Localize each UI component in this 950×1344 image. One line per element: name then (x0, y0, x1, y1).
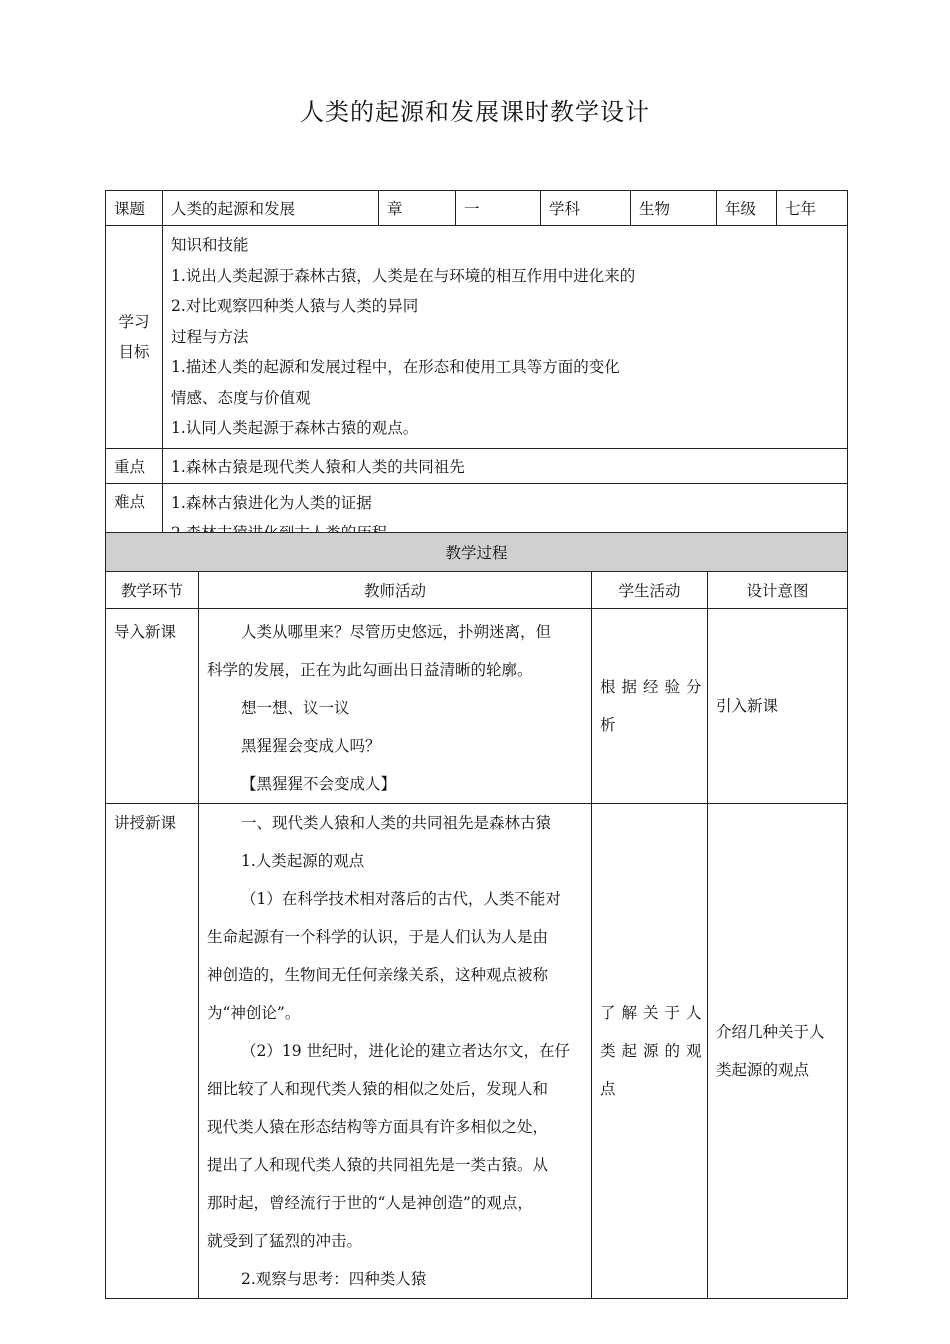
teacher-line: 2.观察与思考：四种类人猿 (241, 1270, 427, 1288)
goal-line: 1.说出人类起源于森林古猿，人类是在与环境的相互作用中进化来的 (171, 266, 636, 285)
stage-label: 讲授新课 (114, 814, 177, 832)
student-line: 析 (600, 716, 616, 734)
key-point-content: 1.森林古猿是现代类人猿和人类的共同祖先 (163, 448, 848, 483)
goal-line: 情感、态度与价值观 (171, 388, 311, 407)
teacher-line: 提出了人和现代类人猿的共同祖先是一类古猿。从 (207, 1156, 549, 1174)
teacher-activity-cell (199, 804, 592, 1299)
teacher-line: 生命起源有一个科学的认识，于是人们认为人是由 (207, 928, 549, 946)
teacher-line: （1）在科学技术相对落后的古代，人类不能对 (241, 890, 561, 908)
chapter-label: 章 (379, 191, 456, 226)
subject-label: 学科 (541, 191, 631, 226)
process-row-lecture (106, 804, 848, 1299)
teacher-line: （2）19 世纪时，进化论的建立者达尔文，在仔 (241, 1042, 571, 1060)
goal-line: 过程与方法 (171, 327, 249, 346)
teacher-line: 神创造的，生物间无任何亲缘关系，这种观点被称 (207, 966, 549, 984)
teacher-line: 细比较了人和现代类人猿的相似之处后，发现人和 (207, 1080, 549, 1098)
teacher-line: 科学的发展，正在为此勾画出日益清晰的轮廓。 (207, 661, 533, 679)
teacher-line: 想一想、议一议 (241, 699, 350, 717)
intent-line: 类起源的观点 (716, 1061, 810, 1079)
difficulty-label: 难点 (106, 483, 163, 553)
goal-line: 2.对比观察四种类人猿与人类的异同 (171, 297, 419, 315)
stage-label: 导入新课 (114, 623, 177, 641)
student-activity-cell (592, 804, 708, 1299)
design-intent-cell (708, 609, 848, 804)
teacher-line: 为“神创论”。 (207, 1004, 301, 1022)
goals-label (106, 226, 163, 449)
column-header-teacher: 教师活动 (199, 572, 592, 609)
process-row-intro (106, 609, 848, 804)
goal-line: 1.认同人类起源于森林古猿的观点。 (171, 419, 419, 437)
column-header-intent: 设计意图 (708, 572, 848, 609)
grade-value: 七年 (777, 191, 848, 226)
teacher-line: 人类从哪里来？尽管历史悠远，扑朔迷离，但 (241, 623, 552, 641)
goals-content (163, 226, 848, 449)
document-title: 人类的起源和发展课时教学设计 (300, 98, 650, 126)
student-line: 点 (600, 1080, 616, 1098)
goal-line: 知识和技能 (171, 236, 249, 254)
key-point-label: 重点 (106, 448, 163, 483)
topic-label: 课题 (106, 191, 163, 226)
teacher-line: 【黑猩猩不会变成人】 (241, 775, 397, 793)
teacher-line: 就受到了猛烈的冲击。 (207, 1232, 363, 1250)
lesson-info-table (105, 190, 848, 554)
teacher-line: 1.人类起源的观点 (241, 852, 365, 870)
student-line: 根据经验分 (600, 678, 708, 696)
process-heading: 教学过程 (106, 533, 848, 572)
intent-line: 介绍几种关于人 (716, 1023, 825, 1041)
student-line: 了解关于人 (600, 1004, 708, 1022)
student-activity-cell (592, 609, 708, 804)
student-line: 类起源的观 (600, 1042, 708, 1060)
goals-label-2: 目标 (118, 342, 150, 361)
column-header-row (106, 572, 848, 609)
stage-cell (106, 804, 199, 1299)
teaching-process-table (105, 532, 848, 1299)
goals-label-1: 学习 (118, 312, 150, 331)
key-point-row (106, 448, 848, 483)
difficulty-line: 1.森林古猿进化为人类的证据 (171, 493, 372, 512)
teacher-line: 一、现代类人猿和人类的共同祖先是森林古猿 (241, 814, 552, 832)
grade-label: 年级 (717, 191, 777, 226)
column-header-stage: 教学环节 (106, 572, 199, 609)
subject-value: 生物 (631, 191, 717, 226)
intent-line: 引入新课 (716, 697, 779, 715)
stage-cell (106, 609, 199, 804)
info-row (106, 191, 848, 226)
teacher-line: 现代类人猿在形态结构等方面具有许多相似之处， (207, 1118, 549, 1136)
topic-value: 人类的起源和发展 (163, 191, 379, 226)
goal-line: 1.描述人类的起源和发展过程中，在形态和使用工具等方面的变化 (171, 358, 620, 376)
goals-row (106, 226, 848, 449)
teacher-activity-cell (199, 609, 592, 804)
design-intent-cell (708, 804, 848, 1299)
teacher-line: 黑猩猩会变成人吗？ (241, 737, 381, 755)
chapter-value: 一 (456, 191, 541, 226)
column-header-student: 学生活动 (592, 572, 708, 609)
teacher-line: 那时起，曾经流行于世的“人是神创造”的观点， (207, 1194, 533, 1212)
process-heading-row (106, 533, 848, 572)
